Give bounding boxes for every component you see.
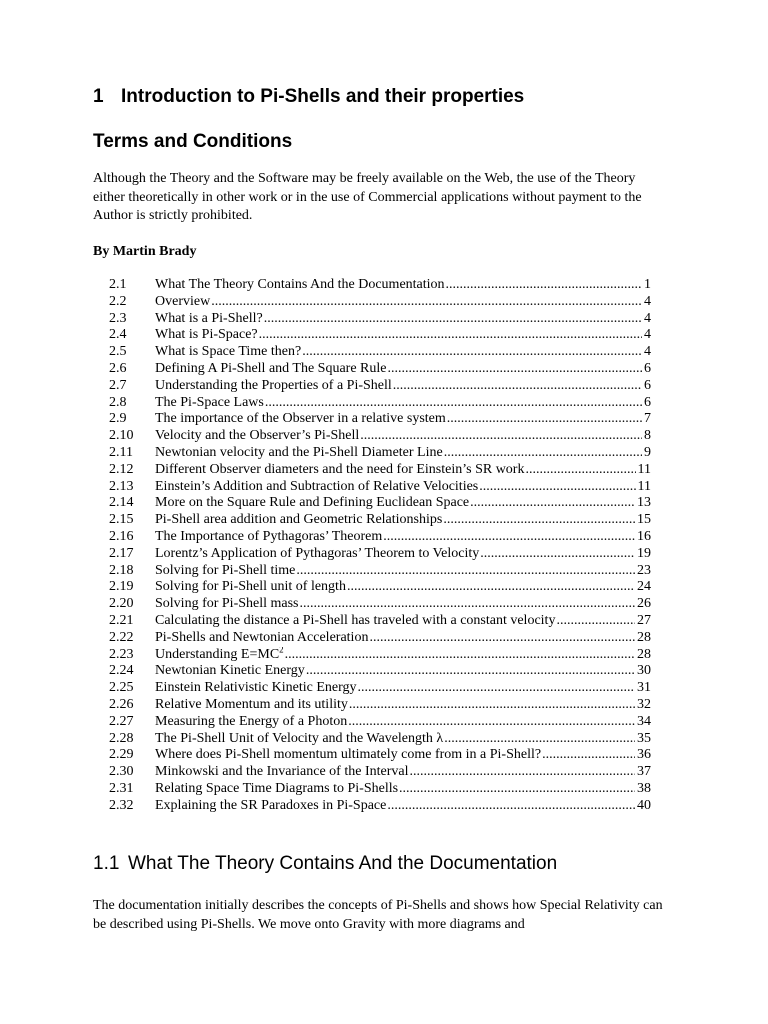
toc-dot-leader bbox=[388, 361, 643, 378]
toc-entry[interactable] bbox=[0, 579, 768, 596]
table-of-contents bbox=[0, 277, 768, 815]
toc-entry-page: 4 bbox=[644, 344, 651, 360]
toc-entry-page: 31 bbox=[637, 680, 651, 696]
toc-entry-page: 13 bbox=[637, 495, 651, 511]
toc-entry-title bbox=[155, 596, 299, 613]
toc-entry-title-text: Relating Space Time Diagrams to Pi-Shells bbox=[155, 780, 399, 796]
toc-entry-title bbox=[155, 697, 348, 714]
toc-entry-page: 4 bbox=[644, 310, 651, 326]
toc-entry-number: 2.8 bbox=[109, 394, 127, 410]
toc-entry-page: 32 bbox=[637, 696, 651, 712]
toc-entry-title bbox=[155, 747, 541, 764]
toc-entry-page: 24 bbox=[637, 579, 651, 595]
toc-entry-number: 2.22 bbox=[109, 629, 134, 645]
toc-entry-body bbox=[155, 647, 651, 664]
toc-entry-number: 2.25 bbox=[109, 680, 134, 696]
toc-entry-body bbox=[155, 731, 651, 748]
toc-dot-leader bbox=[446, 277, 642, 294]
toc-entry-number: 2.5 bbox=[109, 344, 127, 360]
toc-entry-body bbox=[155, 378, 651, 395]
toc-entry-title bbox=[155, 764, 408, 781]
toc-entry-title-text: Einstein Relativistic Kinetic Energy bbox=[155, 680, 357, 696]
toc-dot-leader bbox=[556, 613, 635, 630]
toc-dot-leader bbox=[296, 563, 635, 580]
toc-dot-leader bbox=[306, 663, 635, 680]
toc-entry-title bbox=[155, 798, 386, 815]
toc-entry-title bbox=[155, 630, 368, 647]
toc-entry-title-text: What is a Pi-Shell? bbox=[155, 310, 263, 326]
toc-dot-leader bbox=[542, 747, 635, 764]
toc-entry-number: 2.28 bbox=[109, 730, 134, 746]
toc-dot-leader bbox=[348, 714, 635, 731]
toc-entry-title-text: Understanding the Properties of a Pi-Shell bbox=[155, 377, 392, 393]
toc-dot-leader bbox=[399, 781, 635, 798]
toc-entry-title-text: More on the Square Rule and Defining Euclidean Space bbox=[155, 495, 470, 511]
toc-entry-title bbox=[155, 512, 442, 529]
toc-entry-number: 2.3 bbox=[109, 310, 127, 326]
toc-entry-body bbox=[155, 512, 651, 529]
toc-entry-body bbox=[155, 546, 651, 563]
toc-dot-leader bbox=[470, 495, 635, 512]
toc-entry-body bbox=[155, 781, 651, 798]
toc-entry[interactable] bbox=[0, 731, 768, 748]
toc-entry-number: 2.23 bbox=[109, 646, 134, 662]
section-title: What The Theory Contains And the Documentation bbox=[128, 853, 558, 874]
toc-entry-title bbox=[155, 294, 210, 311]
toc-dot-leader bbox=[447, 411, 642, 428]
toc-entry-title-text: Different Observer diameters and the need for Einstein’s SR work bbox=[155, 461, 525, 477]
toc-dot-leader bbox=[285, 647, 635, 664]
toc-entry-page: 37 bbox=[637, 764, 651, 780]
toc-entry[interactable] bbox=[0, 378, 768, 395]
toc-entry[interactable] bbox=[0, 344, 768, 361]
toc-entry-body bbox=[155, 613, 651, 630]
toc-entry-title bbox=[155, 361, 387, 378]
toc-entry-title bbox=[155, 479, 478, 496]
toc-entry-page: 11 bbox=[637, 461, 651, 477]
toc-entry-superscript: 2 bbox=[279, 646, 284, 654]
toc-entry-body bbox=[155, 596, 651, 613]
toc-entry-number: 2.13 bbox=[109, 478, 134, 494]
toc-entry-number: 2.31 bbox=[109, 780, 134, 796]
toc-entry-title bbox=[155, 378, 392, 395]
toc-entry-title-text: Understanding E=MC bbox=[155, 646, 280, 662]
toc-entry-number: 2.7 bbox=[109, 377, 127, 393]
toc-entry-body bbox=[155, 395, 651, 412]
toc-entry-page: 30 bbox=[637, 663, 651, 679]
toc-dot-leader bbox=[369, 630, 635, 647]
toc-entry-title-text: Overview bbox=[155, 293, 211, 309]
toc-entry-page: 11 bbox=[637, 478, 651, 494]
toc-entry-page: 19 bbox=[637, 545, 651, 561]
toc-entry-title bbox=[155, 781, 398, 798]
toc-entry-number: 2.15 bbox=[109, 512, 134, 528]
toc-entry-page: 6 bbox=[644, 360, 651, 376]
toc-entry-number: 2.11 bbox=[109, 444, 133, 460]
toc-entry[interactable] bbox=[0, 529, 768, 546]
toc-entry[interactable] bbox=[0, 445, 768, 462]
toc-entry[interactable] bbox=[0, 361, 768, 378]
toc-entry-page: 1 bbox=[644, 277, 651, 292]
toc-entry-number: 2.14 bbox=[109, 495, 134, 511]
toc-entry-title-text: What is Space Time then? bbox=[155, 344, 302, 360]
toc-entry-title bbox=[155, 445, 443, 462]
toc-entry-title-text: Explaining the SR Paradoxes in Pi-Space bbox=[155, 797, 387, 813]
toc-entry-body bbox=[155, 747, 651, 764]
toc-entry-number: 2.19 bbox=[109, 579, 134, 595]
author-line: By Martin Brady bbox=[93, 244, 197, 259]
toc-entry-title-text: What is Pi-Space? bbox=[155, 327, 258, 343]
chapter-heading bbox=[93, 86, 524, 108]
toc-dot-leader bbox=[259, 327, 642, 344]
toc-entry[interactable] bbox=[0, 596, 768, 613]
toc-entry-body bbox=[155, 680, 651, 697]
toc-entry-number: 2.32 bbox=[109, 797, 134, 813]
toc-entry-title-text: What The Theory Contains And the Documentation bbox=[155, 277, 445, 292]
toc-entry[interactable] bbox=[0, 411, 768, 428]
toc-entry-title bbox=[155, 277, 445, 294]
toc-entry-title bbox=[155, 579, 346, 596]
toc-entry-body bbox=[155, 327, 651, 344]
toc-entry-page: 28 bbox=[637, 646, 651, 662]
toc-entry-number: 2.10 bbox=[109, 428, 134, 444]
toc-dot-leader bbox=[265, 395, 642, 412]
toc-dot-leader bbox=[444, 445, 642, 462]
toc-entry-body bbox=[155, 411, 651, 428]
toc-entry-body bbox=[155, 579, 651, 596]
toc-entry-body bbox=[155, 445, 651, 462]
toc-dot-leader bbox=[393, 378, 642, 395]
toc-entry-title-text: Newtonian velocity and the Pi-Shell Diameter Line bbox=[155, 444, 443, 460]
toc-dot-leader bbox=[479, 479, 635, 496]
toc-entry-page: 8 bbox=[644, 428, 651, 444]
toc-entry-body bbox=[155, 697, 651, 714]
toc-entry-title bbox=[155, 411, 446, 428]
toc-entry-title bbox=[155, 663, 305, 680]
toc-entry-page: 40 bbox=[637, 797, 651, 813]
toc-entry-body bbox=[155, 529, 651, 546]
toc-dot-leader bbox=[302, 344, 642, 361]
toc-entry-title bbox=[155, 495, 469, 512]
toc-entry-title-text: The Pi-Space Laws bbox=[155, 394, 264, 410]
terms-heading: Terms and Conditions bbox=[93, 131, 293, 152]
toc-entry-title-text: Velocity and the Observer’s Pi-Shell bbox=[155, 428, 360, 444]
toc-dot-leader bbox=[211, 294, 642, 311]
toc-dot-leader bbox=[444, 731, 635, 748]
toc-entry-page: 6 bbox=[644, 394, 651, 410]
toc-entry-page: 6 bbox=[644, 377, 651, 393]
toc-entry-title-text: Newtonian Kinetic Energy bbox=[155, 663, 305, 679]
toc-entry-body bbox=[155, 277, 651, 294]
toc-entry[interactable] bbox=[0, 663, 768, 680]
toc-entry-title-text: Pi-Shell area addition and Geometric Relationships bbox=[155, 512, 443, 528]
toc-entry[interactable] bbox=[0, 781, 768, 798]
toc-entry-number: 2.16 bbox=[109, 528, 134, 544]
toc-entry-page: 38 bbox=[637, 780, 651, 796]
toc-entry-body bbox=[155, 294, 651, 311]
toc-entry-page: 4 bbox=[644, 293, 651, 309]
toc-entry[interactable] bbox=[0, 613, 768, 630]
toc-entry-body bbox=[155, 663, 651, 680]
toc-entry[interactable] bbox=[0, 798, 768, 815]
toc-entry[interactable] bbox=[0, 277, 768, 294]
toc-entry-body bbox=[155, 344, 651, 361]
toc-entry-title bbox=[155, 613, 555, 630]
toc-entry-body bbox=[155, 764, 651, 781]
toc-entry-title-text: The Importance of Pythagoras’ Theorem bbox=[155, 528, 383, 544]
toc-entry[interactable] bbox=[0, 294, 768, 311]
toc-entry[interactable] bbox=[0, 680, 768, 697]
toc-entry-number: 2.1 bbox=[109, 277, 127, 292]
toc-entry-title bbox=[155, 428, 359, 445]
toc-entry-number: 2.12 bbox=[109, 461, 134, 477]
toc-entry-number: 2.30 bbox=[109, 764, 134, 780]
chapter-number: 1 bbox=[93, 86, 104, 107]
toc-entry[interactable] bbox=[0, 546, 768, 563]
toc-entry-number: 2.21 bbox=[109, 612, 134, 628]
toc-entry-number: 2.4 bbox=[109, 327, 127, 343]
toc-entry-title-text: Minkowski and the Invariance of the Interval bbox=[155, 764, 409, 780]
section-heading bbox=[93, 853, 557, 875]
toc-dot-leader bbox=[443, 512, 635, 529]
toc-entry-body bbox=[155, 714, 651, 731]
toc-entry[interactable] bbox=[0, 714, 768, 731]
toc-entry-page: 28 bbox=[637, 629, 651, 645]
chapter-title: Introduction to Pi-Shells and their properties bbox=[121, 86, 525, 107]
toc-entry-title-text: Pi-Shells and Newtonian Acceleration bbox=[155, 629, 369, 645]
toc-entry[interactable] bbox=[0, 462, 768, 479]
section-number: 1.1 bbox=[93, 853, 120, 874]
toc-entry[interactable] bbox=[0, 563, 768, 580]
toc-entry-title-text: Calculating the distance a Pi-Shell has traveled with a constant velocity bbox=[155, 612, 556, 628]
toc-entry-number: 2.2 bbox=[109, 293, 127, 309]
toc-entry[interactable] bbox=[0, 428, 768, 445]
toc-entry[interactable] bbox=[0, 512, 768, 529]
toc-dot-leader bbox=[383, 529, 635, 546]
toc-entry-title-text: The importance of the Observer in a relative system bbox=[155, 411, 446, 427]
toc-dot-leader bbox=[358, 680, 635, 697]
toc-dot-leader bbox=[349, 697, 635, 714]
toc-entry-page: 7 bbox=[644, 411, 651, 427]
toc-entry[interactable] bbox=[0, 697, 768, 714]
toc-entry[interactable] bbox=[0, 495, 768, 512]
toc-entry-title bbox=[155, 546, 479, 563]
toc-entry-number: 2.17 bbox=[109, 545, 134, 561]
toc-entry-number: 2.18 bbox=[109, 562, 134, 578]
toc-entry-title bbox=[155, 395, 264, 412]
toc-entry-body bbox=[155, 563, 651, 580]
toc-entry-title bbox=[155, 731, 443, 748]
toc-entry-body bbox=[155, 798, 651, 815]
toc-entry-body bbox=[155, 311, 651, 328]
toc-entry-number: 2.26 bbox=[109, 696, 134, 712]
toc-dot-leader bbox=[300, 596, 635, 613]
toc-entry-page: 4 bbox=[644, 327, 651, 343]
toc-entry-title bbox=[155, 563, 295, 580]
toc-entry-title bbox=[155, 344, 301, 361]
toc-entry-page: 36 bbox=[637, 747, 651, 763]
toc-entry-title-text: Where does Pi-Shell momentum ultimately come from in a Pi-Shell? bbox=[155, 747, 542, 763]
toc-entry[interactable] bbox=[0, 327, 768, 344]
toc-dot-leader bbox=[387, 798, 635, 815]
toc-dot-leader bbox=[525, 462, 635, 479]
toc-entry-body bbox=[155, 479, 651, 496]
toc-entry-title-text: Solving for Pi-Shell unit of length bbox=[155, 579, 346, 595]
toc-entry-number: 2.6 bbox=[109, 360, 127, 376]
toc-entry[interactable] bbox=[0, 395, 768, 412]
toc-entry-title-text: Lorentz’s Application of Pythagoras’ Theorem to Velocity bbox=[155, 545, 480, 561]
toc-entry-title-text: Solving for Pi-Shell time bbox=[155, 562, 296, 578]
toc-entry-page: 9 bbox=[644, 444, 651, 460]
toc-entry-page: 27 bbox=[637, 612, 651, 628]
toc-entry[interactable] bbox=[0, 747, 768, 764]
toc-entry-title-text: The Pi-Shell Unit of Velocity and the Wavelength λ bbox=[155, 730, 444, 746]
toc-entry-title bbox=[155, 680, 357, 697]
toc-entry-number: 2.9 bbox=[109, 411, 127, 427]
toc-dot-leader bbox=[480, 546, 635, 563]
toc-entry-title bbox=[155, 327, 258, 344]
toc-dot-leader bbox=[264, 311, 642, 328]
toc-entry-body bbox=[155, 428, 651, 445]
section-paragraph: The documentation initially describes the concepts of Pi-Shells and shows how Special Relativity can be described using Pi-Shells. We move onto Gravity with more diagrams and bbox=[93, 898, 663, 932]
toc-entry-page: 34 bbox=[637, 713, 651, 729]
toc-entry-body bbox=[155, 361, 651, 378]
toc-dot-leader bbox=[409, 764, 635, 781]
toc-entry-title bbox=[155, 462, 524, 479]
toc-entry-title bbox=[155, 714, 347, 731]
toc-entry-page: 35 bbox=[637, 730, 651, 746]
toc-entry-body bbox=[155, 630, 651, 647]
toc-entry[interactable] bbox=[0, 647, 768, 664]
toc-entry-page: 16 bbox=[637, 528, 651, 544]
toc-entry[interactable] bbox=[0, 764, 768, 781]
toc-entry-number: 2.24 bbox=[109, 663, 134, 679]
toc-entry-title-text: Defining A Pi-Shell and The Square Rule bbox=[155, 360, 387, 376]
toc-entry-page: 26 bbox=[637, 596, 651, 612]
toc-entry[interactable] bbox=[0, 311, 768, 328]
toc-entry[interactable] bbox=[0, 479, 768, 496]
toc-dot-leader bbox=[347, 579, 635, 596]
toc-entry-title-text: Relative Momentum and its utility bbox=[155, 696, 348, 712]
toc-entry-page: 15 bbox=[637, 512, 651, 528]
toc-entry-number: 2.20 bbox=[109, 596, 134, 612]
toc-entry-title bbox=[155, 647, 284, 664]
toc-entry-body bbox=[155, 495, 651, 512]
toc-entry[interactable] bbox=[0, 630, 768, 647]
toc-entry-number: 2.27 bbox=[109, 713, 134, 729]
toc-entry-title-text: Measuring the Energy of a Photon bbox=[155, 713, 348, 729]
terms-paragraph: Although the Theory and the Software may be freely available on the Web, the use of the Theory either theoretically in other work or in the use of Commercial applications without payment to the Author is strictly prohibited. bbox=[93, 171, 642, 223]
toc-entry-page: 23 bbox=[637, 562, 651, 578]
toc-entry-body bbox=[155, 462, 651, 479]
toc-entry-title-text: Einstein’s Addition and Subtraction of Relative Velocities bbox=[155, 478, 479, 494]
toc-entry-title bbox=[155, 311, 263, 328]
toc-entry-title-text: Solving for Pi-Shell mass bbox=[155, 596, 299, 612]
toc-entry-title bbox=[155, 529, 382, 546]
toc-entry-number: 2.29 bbox=[109, 747, 134, 763]
toc-dot-leader bbox=[360, 428, 642, 445]
